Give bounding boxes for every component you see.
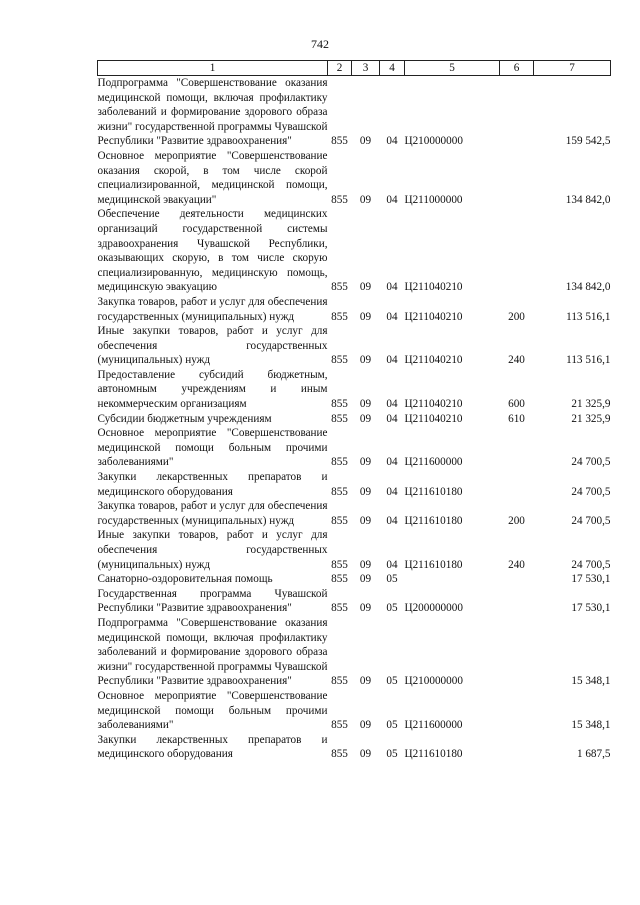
header-row xyxy=(98,61,611,76)
row-grbs: 855 xyxy=(331,135,348,148)
row-grbs: 855 xyxy=(331,514,348,527)
row-amount: 134 842,0 xyxy=(565,281,611,294)
row-target-article xyxy=(405,572,500,587)
row-section: 09 xyxy=(359,135,372,148)
row-name: Закупки лекарственных препаратов и медицинского оборудования xyxy=(97,733,328,761)
row-section: 09 xyxy=(359,485,372,498)
budget-table xyxy=(97,60,611,762)
row-name: Санаторно-оздоровительная помощь xyxy=(97,573,273,586)
table-row xyxy=(98,616,611,689)
row-expense-type: 610 xyxy=(508,412,525,425)
row-grbs: 855 xyxy=(331,719,348,732)
row-name: Обеспечение деятельности медицинских организаций государственной системы здравоохранения Чувашской Республики, оказывающих скорую, в том числе скорую специализированную, медицинскую помощь, медицинскую эвакуацию xyxy=(97,208,328,294)
row-expense-type xyxy=(500,689,534,733)
table-row xyxy=(98,499,611,528)
row-target-article: Ц211040210 xyxy=(404,412,463,425)
row-amount: 1 687,5 xyxy=(576,748,611,761)
table-row xyxy=(98,572,611,587)
table-row xyxy=(98,689,611,733)
row-expense-type xyxy=(500,616,534,689)
row-grbs: 855 xyxy=(331,456,348,469)
row-target-article: Ц210000000 xyxy=(404,675,463,688)
row-subsection: 05 xyxy=(386,602,398,615)
row-subsection: 04 xyxy=(386,558,398,571)
row-grbs: 855 xyxy=(331,558,348,571)
row-name: Иные закупки товаров, работ и услуг для обеспечения государственных (муниципальных) нужд xyxy=(97,529,328,571)
row-target-article: Ц211600000 xyxy=(404,719,463,732)
row-target-article: Ц211040210 xyxy=(404,281,463,294)
row-subsection: 04 xyxy=(386,135,398,148)
row-grbs: 855 xyxy=(331,310,348,323)
table-row xyxy=(98,587,611,616)
row-grbs: 855 xyxy=(331,485,348,498)
row-target-article: Ц211040210 xyxy=(404,354,463,367)
row-expense-type: 240 xyxy=(508,354,525,367)
table-row xyxy=(98,412,611,427)
row-amount: 15 348,1 xyxy=(571,675,611,688)
row-amount: 24 700,5 xyxy=(571,456,611,469)
table-row xyxy=(98,426,611,470)
row-target-article: Ц211610180 xyxy=(404,485,463,498)
row-grbs: 855 xyxy=(331,354,348,367)
row-target-article: Ц200000000 xyxy=(404,602,463,615)
row-section: 09 xyxy=(359,573,372,586)
row-subsection: 04 xyxy=(386,412,398,425)
row-grbs: 855 xyxy=(331,193,348,206)
row-target-article: Ц211610180 xyxy=(404,514,463,527)
row-name: Закупка товаров, работ и услуг для обеспечения государственных (муниципальных) нужд xyxy=(97,295,328,323)
row-subsection: 04 xyxy=(386,456,398,469)
row-amount: 113 516,1 xyxy=(566,310,611,323)
row-amount: 134 842,0 xyxy=(565,193,611,206)
row-grbs: 855 xyxy=(331,398,348,411)
row-section: 09 xyxy=(359,412,372,425)
row-name: Государственная программа Чувашской Республики "Развитие здравоохранения" xyxy=(97,587,328,615)
row-amount: 15 348,1 xyxy=(571,719,611,732)
row-expense-type xyxy=(500,426,534,470)
row-expense-type xyxy=(500,733,534,762)
header-cell: 6 xyxy=(500,61,534,76)
table-row xyxy=(98,470,611,499)
header-cell: 3 xyxy=(352,61,380,76)
row-subsection: 05 xyxy=(386,573,398,586)
header-cell: 1 xyxy=(98,61,328,76)
row-section: 09 xyxy=(359,354,372,367)
row-grbs: 855 xyxy=(331,281,348,294)
row-subsection: 04 xyxy=(386,193,398,206)
row-grbs: 855 xyxy=(331,412,348,425)
row-grbs: 855 xyxy=(331,602,348,615)
row-target-article: Ц211600000 xyxy=(404,456,463,469)
table-row xyxy=(98,207,611,295)
header-cell: 4 xyxy=(380,61,405,76)
row-expense-type xyxy=(500,587,534,616)
row-target-article: Ц211610180 xyxy=(404,558,463,571)
row-section: 09 xyxy=(359,398,372,411)
row-expense-type: 200 xyxy=(508,310,525,323)
row-name: Основное мероприятие "Совершенствование оказания скорой, в том числе скорой специализированной, медицинской помощи, медицинской эвакуации" xyxy=(97,149,328,206)
row-name: Закупка товаров, работ и услуг для обеспечения государственных (муниципальных) нужд xyxy=(97,500,328,527)
row-section: 09 xyxy=(359,456,372,469)
table-row xyxy=(98,149,611,207)
row-grbs: 855 xyxy=(331,573,348,586)
row-amount: 17 530,1 xyxy=(571,602,611,615)
row-expense-type xyxy=(500,572,534,587)
row-name: Подпрограмма "Совершенствование оказания медицинской помощи, включая профилактику заболеваний и формирование здорового образа жизни" государственной программы Чувашской Республики "Развитие здравоохранения" xyxy=(97,616,328,688)
table-row xyxy=(98,368,611,412)
row-grbs: 855 xyxy=(331,748,348,761)
row-name: Предоставление субсидий бюджетным, автономным учреждениям и иным некоммерческим организациям xyxy=(97,368,328,411)
row-expense-type xyxy=(500,207,534,295)
row-name: Закупки лекарственных препаратов и медицинского оборудования xyxy=(97,471,328,498)
row-expense-type xyxy=(500,76,534,149)
row-amount: 113 516,1 xyxy=(566,354,611,367)
row-target-article: Ц211000000 xyxy=(404,193,463,206)
row-name: Основное мероприятие "Совершенствование медицинской помощи больным прочими заболеваниями" xyxy=(97,689,328,732)
row-expense-type: 200 xyxy=(508,514,525,527)
row-amount: 21 325,9 xyxy=(571,412,611,425)
row-expense-type xyxy=(500,470,534,499)
row-target-article: Ц210000000 xyxy=(404,135,463,148)
row-section: 09 xyxy=(359,514,372,527)
row-subsection: 04 xyxy=(386,281,398,294)
row-target-article: Ц211610180 xyxy=(404,748,463,761)
row-amount: 24 700,5 xyxy=(571,514,611,527)
row-section: 09 xyxy=(359,602,372,615)
row-grbs: 855 xyxy=(331,675,348,688)
row-name: Иные закупки товаров, работ и услуг для обеспечения государственных (муниципальных) нужд xyxy=(97,325,328,367)
table-row xyxy=(98,324,611,368)
row-expense-type: 240 xyxy=(508,558,525,571)
row-subsection: 04 xyxy=(386,310,398,323)
row-section: 09 xyxy=(359,193,372,206)
table-row xyxy=(98,733,611,762)
row-name: Подпрограмма "Совершенствование оказания медицинской помощи, включая профилактику заболеваний и формирование здорового образа жизни" государственной программы Чувашской Республики "Развитие здравоохранения" xyxy=(97,77,328,148)
row-subsection: 05 xyxy=(386,719,398,732)
row-section: 09 xyxy=(359,281,372,294)
row-subsection: 05 xyxy=(386,675,398,688)
header-cell: 7 xyxy=(534,61,611,76)
row-amount: 24 700,5 xyxy=(571,558,611,571)
row-section: 09 xyxy=(359,675,372,688)
row-subsection: 04 xyxy=(386,398,398,411)
row-target-article: Ц211040210 xyxy=(404,310,463,323)
row-expense-type xyxy=(500,149,534,207)
header-cell: 5 xyxy=(405,61,500,76)
row-target-article: Ц211040210 xyxy=(404,398,463,411)
header-cell: 2 xyxy=(328,61,352,76)
row-subsection: 05 xyxy=(386,748,398,761)
page-number: 742 xyxy=(311,37,329,51)
table-row xyxy=(98,295,611,324)
table-row xyxy=(98,528,611,572)
row-amount: 24 700,5 xyxy=(571,485,611,498)
table-row xyxy=(98,76,611,149)
row-subsection: 04 xyxy=(386,485,398,498)
row-section: 09 xyxy=(359,748,372,761)
row-section: 09 xyxy=(359,558,372,571)
row-subsection: 04 xyxy=(386,514,398,527)
row-amount: 21 325,9 xyxy=(571,398,611,411)
row-subsection: 04 xyxy=(386,354,398,367)
row-section: 09 xyxy=(359,310,372,323)
row-name: Основное мероприятие "Совершенствование медицинской помощи больным прочими заболеваниями" xyxy=(97,427,328,469)
row-section: 09 xyxy=(359,719,372,732)
row-amount: 17 530,1 xyxy=(571,573,611,586)
row-amount: 159 542,5 xyxy=(565,135,611,148)
row-name: Субсидии бюджетным учреждениям xyxy=(97,412,272,425)
row-expense-type: 600 xyxy=(508,398,525,411)
